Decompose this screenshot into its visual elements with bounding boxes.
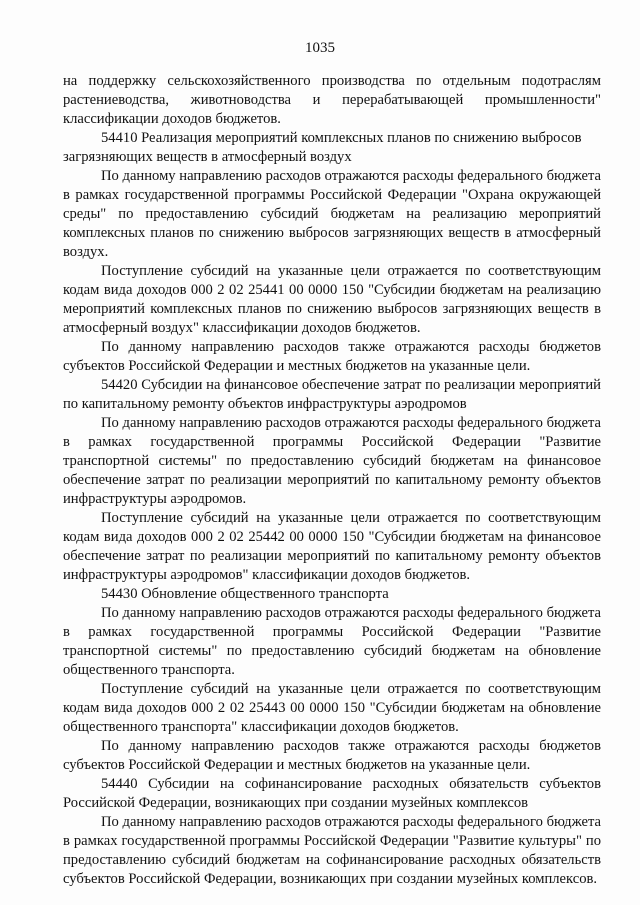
- paragraph: По данному направлению расходов также отражаются расходы бюджетов субъектов Российской Федерации и местных бюджетов на указанные цели.: [63, 339, 601, 374]
- section-heading-54430: 54430 Обновление общественного транспорта: [101, 586, 389, 602]
- paragraph: Поступление субсидий на указанные цели отражается по соответствующим кодам вида доходов 000 2 02 25442 00 0000 150 "Субсидии бюджетам на финансовое обеспечение затрат по реализации мероприятий по капитальному ремонту объектов инфраструктуры аэродромов" классификации доходов бюджетов.: [63, 510, 601, 583]
- page-number: 1035: [305, 40, 335, 56]
- paragraph-continuation: на поддержку сельскохозяйственного производства по отдельным подотраслям растениеводства, животноводства и перерабатывающей промышленности" классификации доходов бюджетов.: [63, 73, 601, 127]
- document-body: [63, 72, 601, 889]
- paragraph: Поступление субсидий на указанные цели отражается по соответствующим кодам вида доходов 000 2 02 25441 00 0000 150 "Субсидии бюджетам на реализацию мероприятий комплексных планов по снижению выбросов загрязняющих веществ в атмосферный воздух" классификации доходов бюджетов.: [63, 263, 601, 336]
- paragraph: По данному направлению расходов также отражаются расходы бюджетов субъектов Российской Федерации и местных бюджетов на указанные цели.: [63, 738, 601, 773]
- paragraph: По данному направлению расходов отражаются расходы федерального бюджета в рамках государственной программы Российской Федерации "Развитие транспортной системы" по предоставлению субсидий бюджетам на финансовое обеспечение затрат по реализации мероприятий по капитальному ремонту объектов инфраструктуры аэродромов.: [63, 415, 601, 507]
- section-heading-54440: 54440 Субсидии на софинансирование расходных обязательств субъектов Российской Федерации, возникающих при создании музейных комплексов: [63, 776, 601, 811]
- section-heading-54410: 54410 Реализация мероприятий комплексных планов по снижению выбросов загрязняющих веществ в атмосферный воздух: [63, 130, 582, 165]
- paragraph: По данному направлению расходов отражаются расходы федерального бюджета в рамках государственной программы Российской Федерации "Развитие культуры" по предоставлению субсидий бюджетам на софинансирование расходных обязательств субъектов Российской Федерации, возникающих при создании музейных комплексов.: [63, 814, 601, 887]
- section-heading-54420: 54420 Субсидии на финансовое обеспечение затрат по реализации мероприятий по капитальному ремонту объектов инфраструктуры аэродромов: [63, 377, 601, 412]
- paragraph: По данному направлению расходов отражаются расходы федерального бюджета в рамках государственной программы Российской Федерации "Охрана окружающей среды" по предоставлению субсидий бюджетам на реализацию мероприятий комплексных планов по снижению выбросов загрязняющих веществ в атмосферный воздух.: [63, 168, 601, 260]
- paragraph: Поступление субсидий на указанные цели отражается по соответствующим кодам вида доходов 000 2 02 25443 00 0000 150 "Субсидии бюджетам на обновление общественного транспорта" классификации доходов бюджетов.: [63, 681, 601, 735]
- paragraph: По данному направлению расходов отражаются расходы федерального бюджета в рамках государственной программы Российской Федерации "Развитие транспортной системы" по предоставлению субсидий бюджетам на обновление общественного транспорта.: [63, 605, 601, 678]
